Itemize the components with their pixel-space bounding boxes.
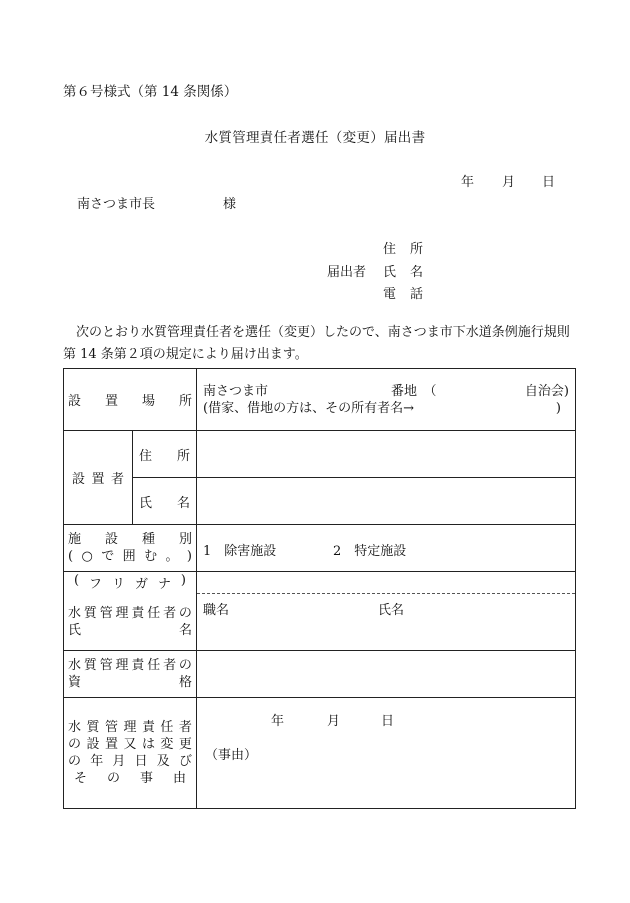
notifier-address-label: 住 所 xyxy=(383,242,423,257)
installer-address-value[interactable] xyxy=(197,431,576,478)
installer-address-label: 住 所 xyxy=(133,431,197,478)
notifier-name-label: 氏 名 xyxy=(383,265,423,280)
date-month-label: 月 xyxy=(502,175,516,190)
installer-name-value[interactable] xyxy=(197,478,576,525)
change-reason-label: （事由） xyxy=(205,748,258,763)
installer-name-row xyxy=(64,478,576,525)
form-code: 第６号様式（第 14 条関係） xyxy=(63,84,238,100)
change-month-label: 月 xyxy=(327,714,341,729)
manager-name-value[interactable] xyxy=(197,594,576,651)
facility-type-value[interactable] xyxy=(197,525,576,572)
notifier-label: 届出者 xyxy=(327,265,367,280)
change-date-row xyxy=(64,698,576,809)
change-date-value[interactable] xyxy=(197,698,576,809)
body-text: 次のとおり水質管理責任者を選任（変更）したので、南さつま市下水道条例施行規則第 14 条第２項の規定により届け出ます。 xyxy=(63,325,570,362)
facility-option-1[interactable]: 1 除害施設 xyxy=(203,543,277,559)
notification-form-table xyxy=(63,368,576,809)
change-year-label: 年 xyxy=(271,714,285,729)
installer-address-row xyxy=(64,431,576,478)
notifier-phone-label: 電 話 xyxy=(383,287,423,302)
manager-name-row xyxy=(64,594,576,651)
facility-type-label: 施 設 種 別 ( ○ で 囲 む 。 ) xyxy=(64,525,197,572)
addressee-name: 南さつま市長 xyxy=(77,197,156,212)
facility-type-row xyxy=(64,525,576,572)
change-date-label: 水 質 管 理 責 任 者 の 設 置 又 は 変 更 の 年 月 日 及 び そ の 事 由 xyxy=(64,698,197,809)
installer-label: 設 置 者 xyxy=(64,431,133,525)
date-year-label: 年 xyxy=(461,175,475,190)
location-banchi: 番地 （ xyxy=(391,383,437,399)
installer-name-label: 氏 名 xyxy=(133,478,197,525)
qualification-label: 水 質 管 理 責 任 者 の 資 格 xyxy=(64,651,197,698)
manager-furigana-value[interactable] xyxy=(197,572,576,594)
location-value[interactable] xyxy=(197,369,576,431)
location-jichikai: 自治会) xyxy=(524,383,569,399)
manager-shimei-label: 氏名 xyxy=(378,603,405,618)
addressee-honorific: 様 xyxy=(223,197,237,212)
facility-option-2[interactable]: 2 特定施設 xyxy=(333,543,407,559)
manager-name-label: 水 質 管 理 責 任 者 の 氏 名 xyxy=(64,594,197,651)
document-title: 水質管理責任者選任（変更）届出書 xyxy=(204,130,426,146)
location-label: 設 置 場 所 xyxy=(64,369,197,431)
change-day-label: 日 xyxy=(381,714,395,729)
manager-furigana-row xyxy=(64,572,576,594)
manager-shokumei-label: 職名 xyxy=(203,603,230,618)
manager-furigana-label: ( フ リ ガ ナ ) xyxy=(64,572,197,594)
location-owner-close: ) xyxy=(555,400,561,416)
location-city: 南さつま市 xyxy=(203,383,269,399)
qualification-row xyxy=(64,651,576,698)
location-owner-note: (借家、借地の方は、その所有者名→ xyxy=(203,400,414,416)
location-row xyxy=(64,369,576,431)
qualification-value[interactable] xyxy=(197,651,576,698)
date-day-label: 日 xyxy=(542,175,556,190)
